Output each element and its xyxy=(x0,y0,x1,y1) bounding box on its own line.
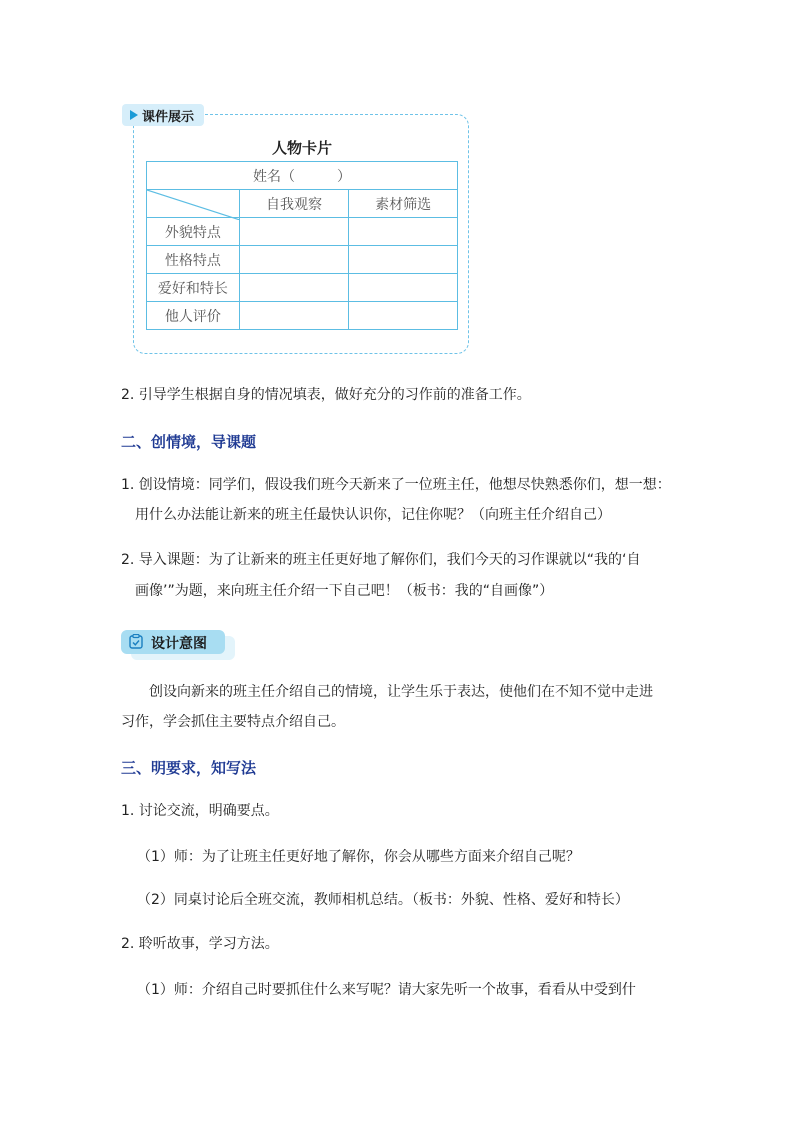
table-row xyxy=(147,190,458,218)
table-row xyxy=(147,302,458,330)
table-cell xyxy=(349,218,458,246)
table-row xyxy=(147,246,458,274)
section-2-item2-line1: 2. 导入课题：为了让新来的班主任更好地了解你们，我们今天的习作课就以“我的‘自 xyxy=(121,552,641,568)
diagonal-header-cell xyxy=(147,190,240,218)
card-title: 人物卡片 xyxy=(271,139,332,157)
section-3-title: 三、明要求，知写法 xyxy=(121,759,257,777)
section-2-item1-line2: 用什么办法能让新来的班主任最快认识你，记住你呢？（向班主任介绍自己） xyxy=(135,507,611,523)
row-label: 他人评价 xyxy=(147,302,240,330)
section-3-item1-sub2: （2）同桌讨论后全班交流，教师相机总结。（板书：外貌、性格、爱好和特长） xyxy=(137,892,629,908)
table-cell xyxy=(239,218,349,246)
col-header-material-selection: 素材筛选 xyxy=(349,190,458,218)
section-3-item2: 2. 聆听故事，学习方法。 xyxy=(121,936,279,952)
row-label: 外貌特点 xyxy=(147,218,240,246)
character-card-table xyxy=(146,161,458,330)
row-label: 性格特点 xyxy=(147,246,240,274)
section-2-item2-line2: 画像’”为题，来向班主任介绍一下自己吧！（板书：我的“自画像”） xyxy=(135,583,554,599)
row-label: 爱好和特长 xyxy=(147,274,240,302)
diagonal-line xyxy=(147,190,240,220)
table-row xyxy=(147,274,458,302)
section-2-item1-line1: 1. 创设情境：同学们，假设我们班今天新来了一位班主任，他想尽快熟悉你们，想一想： xyxy=(121,477,671,493)
table-cell xyxy=(239,274,349,302)
courseware-tag-label: 课件展示 xyxy=(142,109,195,125)
section-2-title: 二、创情境，导课题 xyxy=(121,433,257,451)
table-row xyxy=(147,218,458,246)
col-header-self-observation: 自我观察 xyxy=(239,190,349,218)
design-intent-tag xyxy=(121,630,233,656)
name-cell: 姓名（ ） xyxy=(147,162,458,190)
table-row xyxy=(147,162,458,190)
design-intent-line1: 创设向新来的班主任介绍自己的情境，让学生乐于表达，使他们在不知不觉中走进 xyxy=(149,684,653,700)
clipboard-check-icon xyxy=(129,634,143,649)
design-intent-label: 设计意图 xyxy=(151,636,207,652)
table-cell xyxy=(349,246,458,274)
table-cell xyxy=(239,302,349,330)
table-cell xyxy=(349,274,458,302)
section-3-item1-sub1: （1）师：为了让班主任更好地了解你，你会从哪些方面来介绍自己呢？ xyxy=(137,849,580,865)
section-3-item1: 1. 讨论交流，明确要点。 xyxy=(121,803,279,819)
section-3-item2-sub1: （1）师：介绍自己时要抓住什么来写呢？请大家先听一个故事，看看从中受到什 xyxy=(137,982,636,998)
paragraph-2: 2. 引导学生根据自身的情况填表，做好充分的习作前的准备工作。 xyxy=(121,387,531,403)
design-intent-line2: 习作，学会抓住主要特点介绍自己。 xyxy=(121,714,345,730)
play-triangle-icon xyxy=(130,110,138,120)
table-cell xyxy=(239,246,349,274)
table-cell xyxy=(349,302,458,330)
courseware-tag xyxy=(122,104,204,126)
